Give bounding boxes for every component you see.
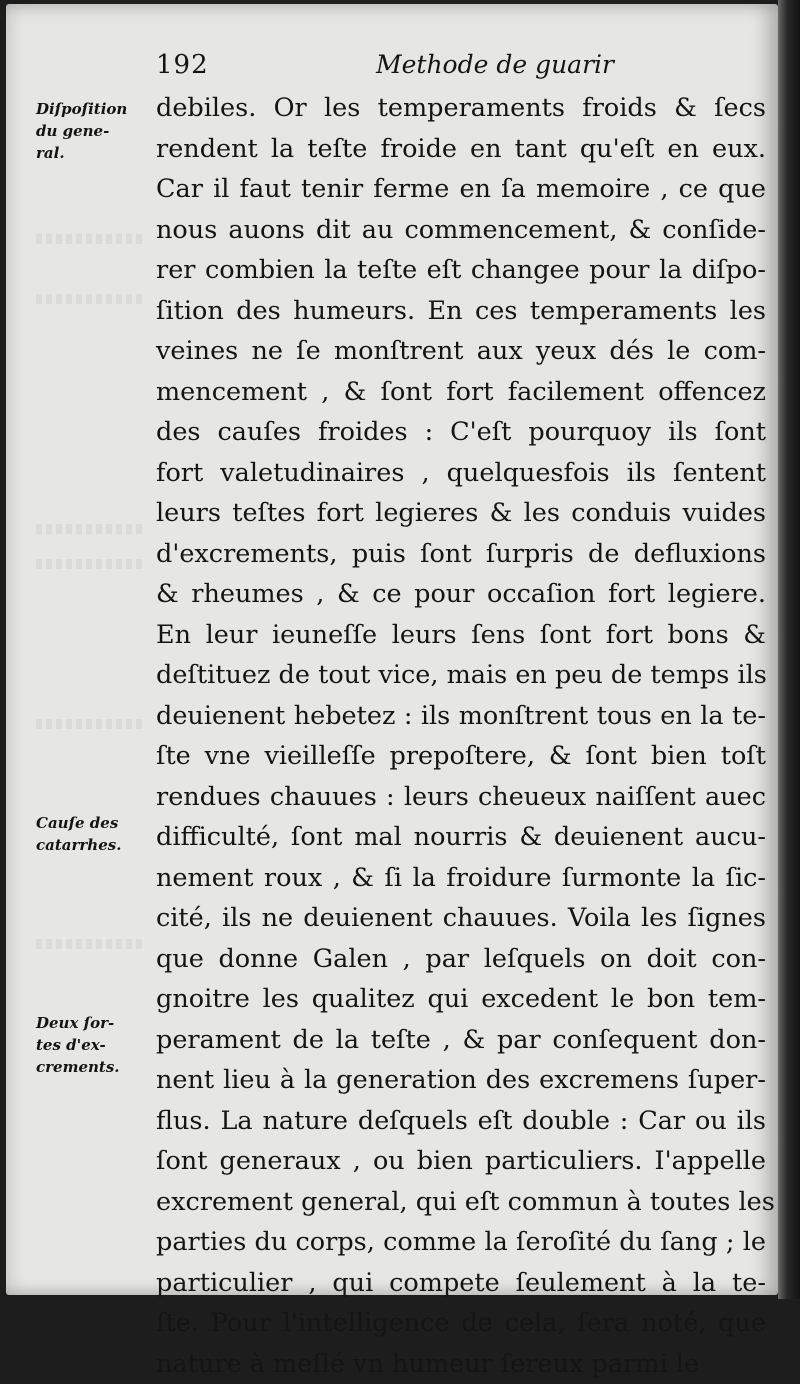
margin-note-catarrhes	[36, 812, 154, 856]
book-page	[6, 4, 778, 1295]
margin-note-line: catarrhes.	[36, 834, 154, 856]
page-edge-shadow	[778, 0, 800, 1299]
text-line: parties du corps, comme la ſeroſité du ſang ; le	[156, 1222, 766, 1263]
text-line: rer combien la teſte eſt changee pour la diſpo-	[156, 250, 766, 291]
text-line: nature à meſlé vn humeur ſereux parmi le	[156, 1344, 766, 1384]
margin-note-line: du gene-	[36, 120, 154, 142]
text-line: excrement general, qui eſt commun à toutes les	[156, 1182, 766, 1223]
bleed-through-mark	[36, 719, 146, 729]
text-line: perament de la teſte , & par conſequent don-	[156, 1020, 766, 1061]
text-line: cité, ils ne deuienent chauues. Voila les ſignes	[156, 898, 766, 939]
text-line: nement roux , & ſi la froidure ſurmonte la ſic-	[156, 858, 766, 899]
text-line: ſition des humeurs. En ces temperaments les	[156, 291, 766, 332]
text-line: nous auons dit au commencement, & conſide-	[156, 210, 766, 251]
text-line: que donne Galen , par leſquels on doit con-	[156, 939, 766, 980]
margin-note-line: crements.	[36, 1056, 154, 1078]
text-line: veines ne ſe monſtrent aux yeux dés le com-	[156, 331, 766, 372]
page-header	[146, 48, 766, 84]
text-line: rendent la teſte froide en tant qu'eſt en eux.	[156, 129, 766, 170]
text-line: ſte. Pour l'intelligence de cela, ſera noté, que	[156, 1303, 766, 1344]
text-line: deuienent hebetez : ils monſtrent tous en la te-	[156, 696, 766, 737]
text-line: leurs teſtes fort legieres & les conduis vuides	[156, 493, 766, 534]
text-line: nent lieu à la generation des excremens ſuper-	[156, 1060, 766, 1101]
text-line: Car il faut tenir ferme en ſa memoire , ce que	[156, 169, 766, 210]
bleed-through-mark	[36, 559, 146, 569]
margin-note-line: ral.	[36, 142, 154, 164]
text-line: gnoitre les qualitez qui excedent le bon tem-	[156, 979, 766, 1020]
text-line: debiles. Or les temperaments froids & ſecs	[156, 88, 766, 129]
text-line: flus. La nature deſquels eſt double : Car ou ils	[156, 1101, 766, 1142]
text-line: des cauſes froides : C'eſt pourquoy ils ſont	[156, 412, 766, 453]
text-line: difficulté, ſont mal nourris & deuienent aucu-	[156, 817, 766, 858]
text-line: ſont generaux , ou bien particuliers. I'appelle	[156, 1141, 766, 1182]
running-title: Methode de guarir	[376, 50, 614, 79]
text-line: mencement , & ſont fort facilement offencez	[156, 372, 766, 413]
bleed-through-mark	[36, 939, 146, 949]
text-line: ſte vne vieilleſſe prepoſtere, & ſont bien toſt	[156, 736, 766, 777]
body-text	[156, 88, 766, 1384]
text-line: fort valetudinaires , quelquesfois ils ſentent	[156, 453, 766, 494]
margin-note-line: Cauſe des	[36, 812, 154, 834]
bleed-through-mark	[36, 524, 146, 534]
text-line: & rheumes , & ce pour occaſion fort legiere.	[156, 574, 766, 615]
text-line: deſtituez de tout vice, mais en peu de temps ils	[156, 655, 766, 696]
margin-note-line: Diſpoſition	[36, 98, 154, 120]
margin-note-line: Deux ſor-	[36, 1012, 154, 1034]
margin-note-disposition	[36, 98, 154, 164]
margin-note-line: tes d'ex-	[36, 1034, 154, 1056]
text-line: d'excrements, puis ſont ſurpris de defluxions	[156, 534, 766, 575]
text-line: rendues chauues : leurs cheueux naiſſent auec	[156, 777, 766, 818]
bleed-through-mark	[36, 294, 146, 304]
text-line: particulier , qui compete ſeulement à la te-	[156, 1263, 766, 1304]
page-number: 192	[156, 50, 209, 80]
margin-note-excrements	[36, 1012, 154, 1078]
bleed-through-mark	[36, 234, 146, 244]
text-line: En leur ieuneſſe leurs ſens ſont fort bons &	[156, 615, 766, 656]
